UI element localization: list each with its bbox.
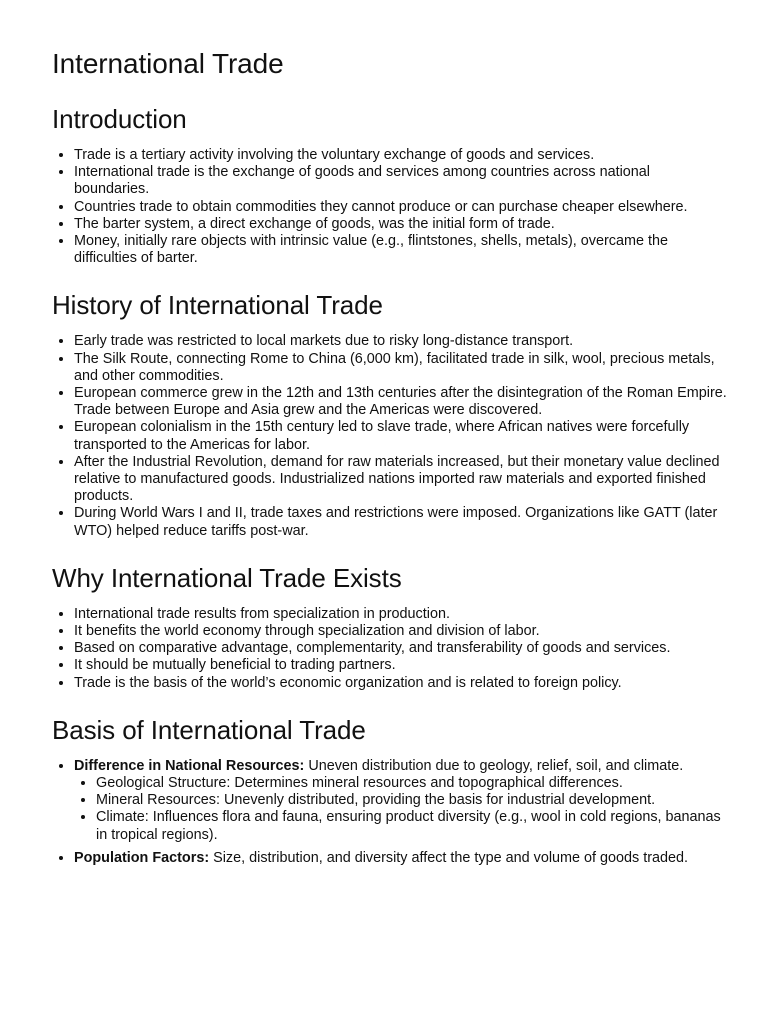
- list-item: • During World Wars I and II, trade taxes and restrictions were imposed. Organizations like GATT (later WTO) helped reduce tariffs post-war.: [74, 505, 728, 539]
- list-item: • Countries trade to obtain commodities they cannot produce or can purchase cheaper elsewhere.: [74, 199, 728, 216]
- list-item: • The Silk Route, connecting Rome to China (6,000 km), facilitated trade in silk, wool, precious metals, and other commodities.: [74, 351, 728, 385]
- item-lead: Difference in National Resources:: [74, 757, 305, 774]
- list-item: • Trade is the basis of the world’s economic organization and is related to foreign policy.: [74, 675, 728, 692]
- bullet-list: [52, 147, 728, 267]
- list-item: • Based on comparative advantage, complementarity, and transferability of goods and services.: [74, 640, 728, 657]
- sub-list-item: • Climate: Influences flora and fauna, ensuring product diversity (e.g., wool in cold regions, bananas in tropical regions).: [96, 809, 728, 843]
- sub-bullet-list: [74, 775, 728, 844]
- item-text: Size, distribution, and diversity affect the type and volume of goods traded.: [209, 849, 689, 866]
- list-item: • After the Industrial Revolution, demand for raw materials increased, but their monetary value declined relative to manufactured goods. Industrialized nations imported raw materials and exported finished products.: [74, 454, 728, 506]
- list-item: • International trade results from specialization in production.: [74, 606, 728, 623]
- list-item: [74, 850, 728, 867]
- bullet-list: [52, 758, 728, 867]
- page-title: International Trade: [52, 48, 284, 79]
- item-lead: Population Factors:: [74, 849, 210, 866]
- list-item: • Trade is a tertiary activity involving the voluntary exchange of goods and services.: [74, 147, 728, 164]
- section-why: [52, 562, 728, 692]
- list-item: • European colonialism in the 15th century led to slave trade, where African natives were forcefully transported to the Americas for labor.: [74, 419, 728, 453]
- section-introduction: [52, 103, 728, 267]
- section-basis: [52, 714, 728, 867]
- list-item: • European commerce grew in the 12th and 13th centuries after the disintegration of the Roman Empire. Trade between Europe and Asia grew and the Americas were discovered.: [74, 385, 728, 419]
- list-item: • The barter system, a direct exchange of goods, was the initial form of trade.: [74, 216, 728, 233]
- sub-list-item: • Mineral Resources: Unevenly distributed, providing the basis for industrial development.: [96, 792, 728, 809]
- list-item: • Money, initially rare objects with intrinsic value (e.g., flintstones, shells, metals), overcame the difficulties of barter.: [74, 233, 728, 267]
- section-history: [52, 289, 728, 539]
- list-item: • International trade is the exchange of goods and services among countries across national boundaries.: [74, 164, 728, 198]
- sub-list-item: • Geological Structure: Determines mineral resources and topographical differences.: [96, 775, 728, 792]
- list-item: • Early trade was restricted to local markets due to risky long-distance transport.: [74, 333, 728, 350]
- section-heading: History of International Trade: [52, 290, 383, 321]
- section-heading: Why International Trade Exists: [52, 562, 402, 593]
- section-heading: Basis of International Trade: [52, 714, 366, 745]
- bullet-list: [52, 333, 728, 539]
- list-item: • It should be mutually beneficial to trading partners.: [74, 657, 728, 674]
- list-item: [74, 758, 728, 844]
- item-text: Uneven distribution due to geology, relief, soil, and climate.: [304, 757, 684, 774]
- section-heading: Introduction: [52, 104, 187, 134]
- list-item: • It benefits the world economy through specialization and division of labor.: [74, 623, 728, 640]
- bullet-list: [52, 606, 728, 692]
